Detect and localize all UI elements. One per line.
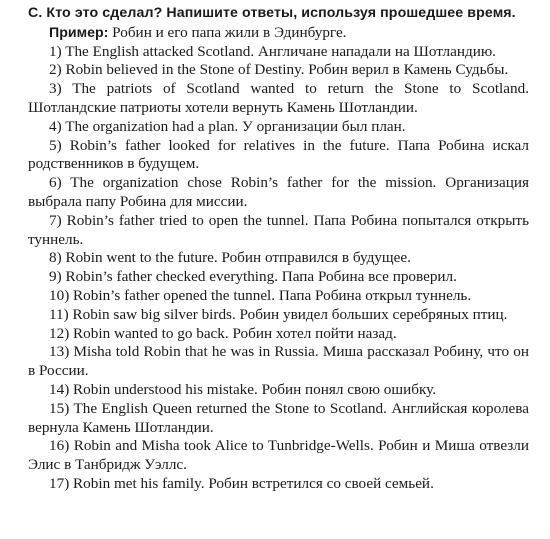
- answer-text: The organization chose Robin’s father for the mission. Организация выбрала папу Робина для миссии.: [28, 174, 529, 210]
- answer-number: 10): [49, 286, 70, 304]
- answer-number: 15): [49, 399, 70, 417]
- answer-number: 6): [49, 174, 62, 192]
- answer-text: Robin’s father looked for relatives in the future. Папа Робина искал родственников в будущем.: [28, 136, 529, 173]
- answer-number: 14): [49, 380, 70, 398]
- answer-item-1: [28, 43, 529, 62]
- answer-number: 2): [49, 61, 62, 79]
- answer-number: 3): [49, 80, 62, 98]
- answer-number: 8): [49, 249, 62, 267]
- answer-item-5: [28, 137, 529, 175]
- answer-text: Misha told Robin that he was in Russia. Миша рассказал Робину, что он в России.: [28, 343, 529, 380]
- answer-text: The patriots of Scotland wanted to return the Stone to Scotland. Шотландские патриоты хотели вернуть Камень Шотландии.: [28, 80, 529, 116]
- answer-number: 12): [49, 324, 70, 342]
- answer-item-4: [28, 118, 529, 137]
- answer-text: Robin saw big silver birds. Робин увидел больших серебряных птиц.: [72, 305, 508, 323]
- example-line: [28, 24, 529, 43]
- answer-text: The organization had a plan. У организации был план.: [65, 117, 406, 135]
- answer-text: Robin understood his mistake. Робин понял свою ошибку.: [73, 380, 436, 398]
- answer-item-9: [28, 268, 529, 287]
- answer-number: 9): [49, 268, 62, 286]
- answer-item-2: [28, 61, 529, 80]
- answer-text: Robin’s father tried to open the tunnel. Папа Робина попытался открыть туннель.: [28, 211, 529, 248]
- answer-item-11: [28, 306, 529, 325]
- answer-item-16: [28, 437, 529, 475]
- answer-number: 11): [49, 305, 69, 323]
- answer-item-10: [28, 287, 529, 306]
- answer-text: Robin met his family. Робин встретился со своей семьей.: [73, 474, 434, 492]
- answer-text: The English Queen returned the Stone to Scotland. Английская королева вернула Камень Шотландии.: [28, 399, 530, 436]
- answer-text: Robin’s father checked everything. Папа Робина все проверил.: [65, 268, 457, 286]
- answer-number: 5): [49, 136, 62, 154]
- answer-item-14: [28, 381, 529, 400]
- answer-number: 16): [49, 437, 70, 455]
- answer-text: Robin and Misha took Alice to Tunbridge-Wells. Робин и Миша отвезли Элис в Танбридж Уэллс.: [28, 437, 529, 474]
- answer-item-6: [28, 174, 529, 212]
- answer-item-15: [28, 400, 529, 438]
- answer-list: [28, 43, 529, 494]
- answer-text: Robin wanted to go back. Робин хотел пойти назад.: [73, 324, 397, 342]
- answer-item-7: [28, 212, 529, 250]
- answer-item-8: [28, 249, 529, 268]
- answer-number: 13): [49, 343, 70, 361]
- answer-text: Robin’s father opened the tunnel. Папа Робина открыл туннель.: [73, 286, 472, 304]
- answer-number: 17): [49, 474, 70, 492]
- answer-item-3: [28, 80, 529, 118]
- exercise-heading: С. Кто это сделал? Напишите ответы, используя прошедшее время.: [28, 5, 516, 21]
- answer-text: Robin went to the future. Робин отправился в будущее.: [65, 249, 411, 267]
- answer-item-13: [28, 343, 529, 381]
- answer-text: Robin believed in the Stone of Destiny. Робин верил в Камень Судьбы.: [65, 61, 509, 79]
- answer-number: 7): [49, 211, 62, 229]
- answer-text: The English attacked Scotland. Англичане нападали на Шотландию.: [65, 42, 496, 60]
- example-text: Робин и его папа жили в Эдинбурге.: [108, 23, 347, 41]
- example-label: Пример:: [49, 24, 109, 41]
- answer-item-17: [28, 475, 529, 494]
- answer-number: 1): [49, 42, 62, 60]
- answer-number: 4): [49, 117, 62, 135]
- answer-item-12: [28, 325, 529, 344]
